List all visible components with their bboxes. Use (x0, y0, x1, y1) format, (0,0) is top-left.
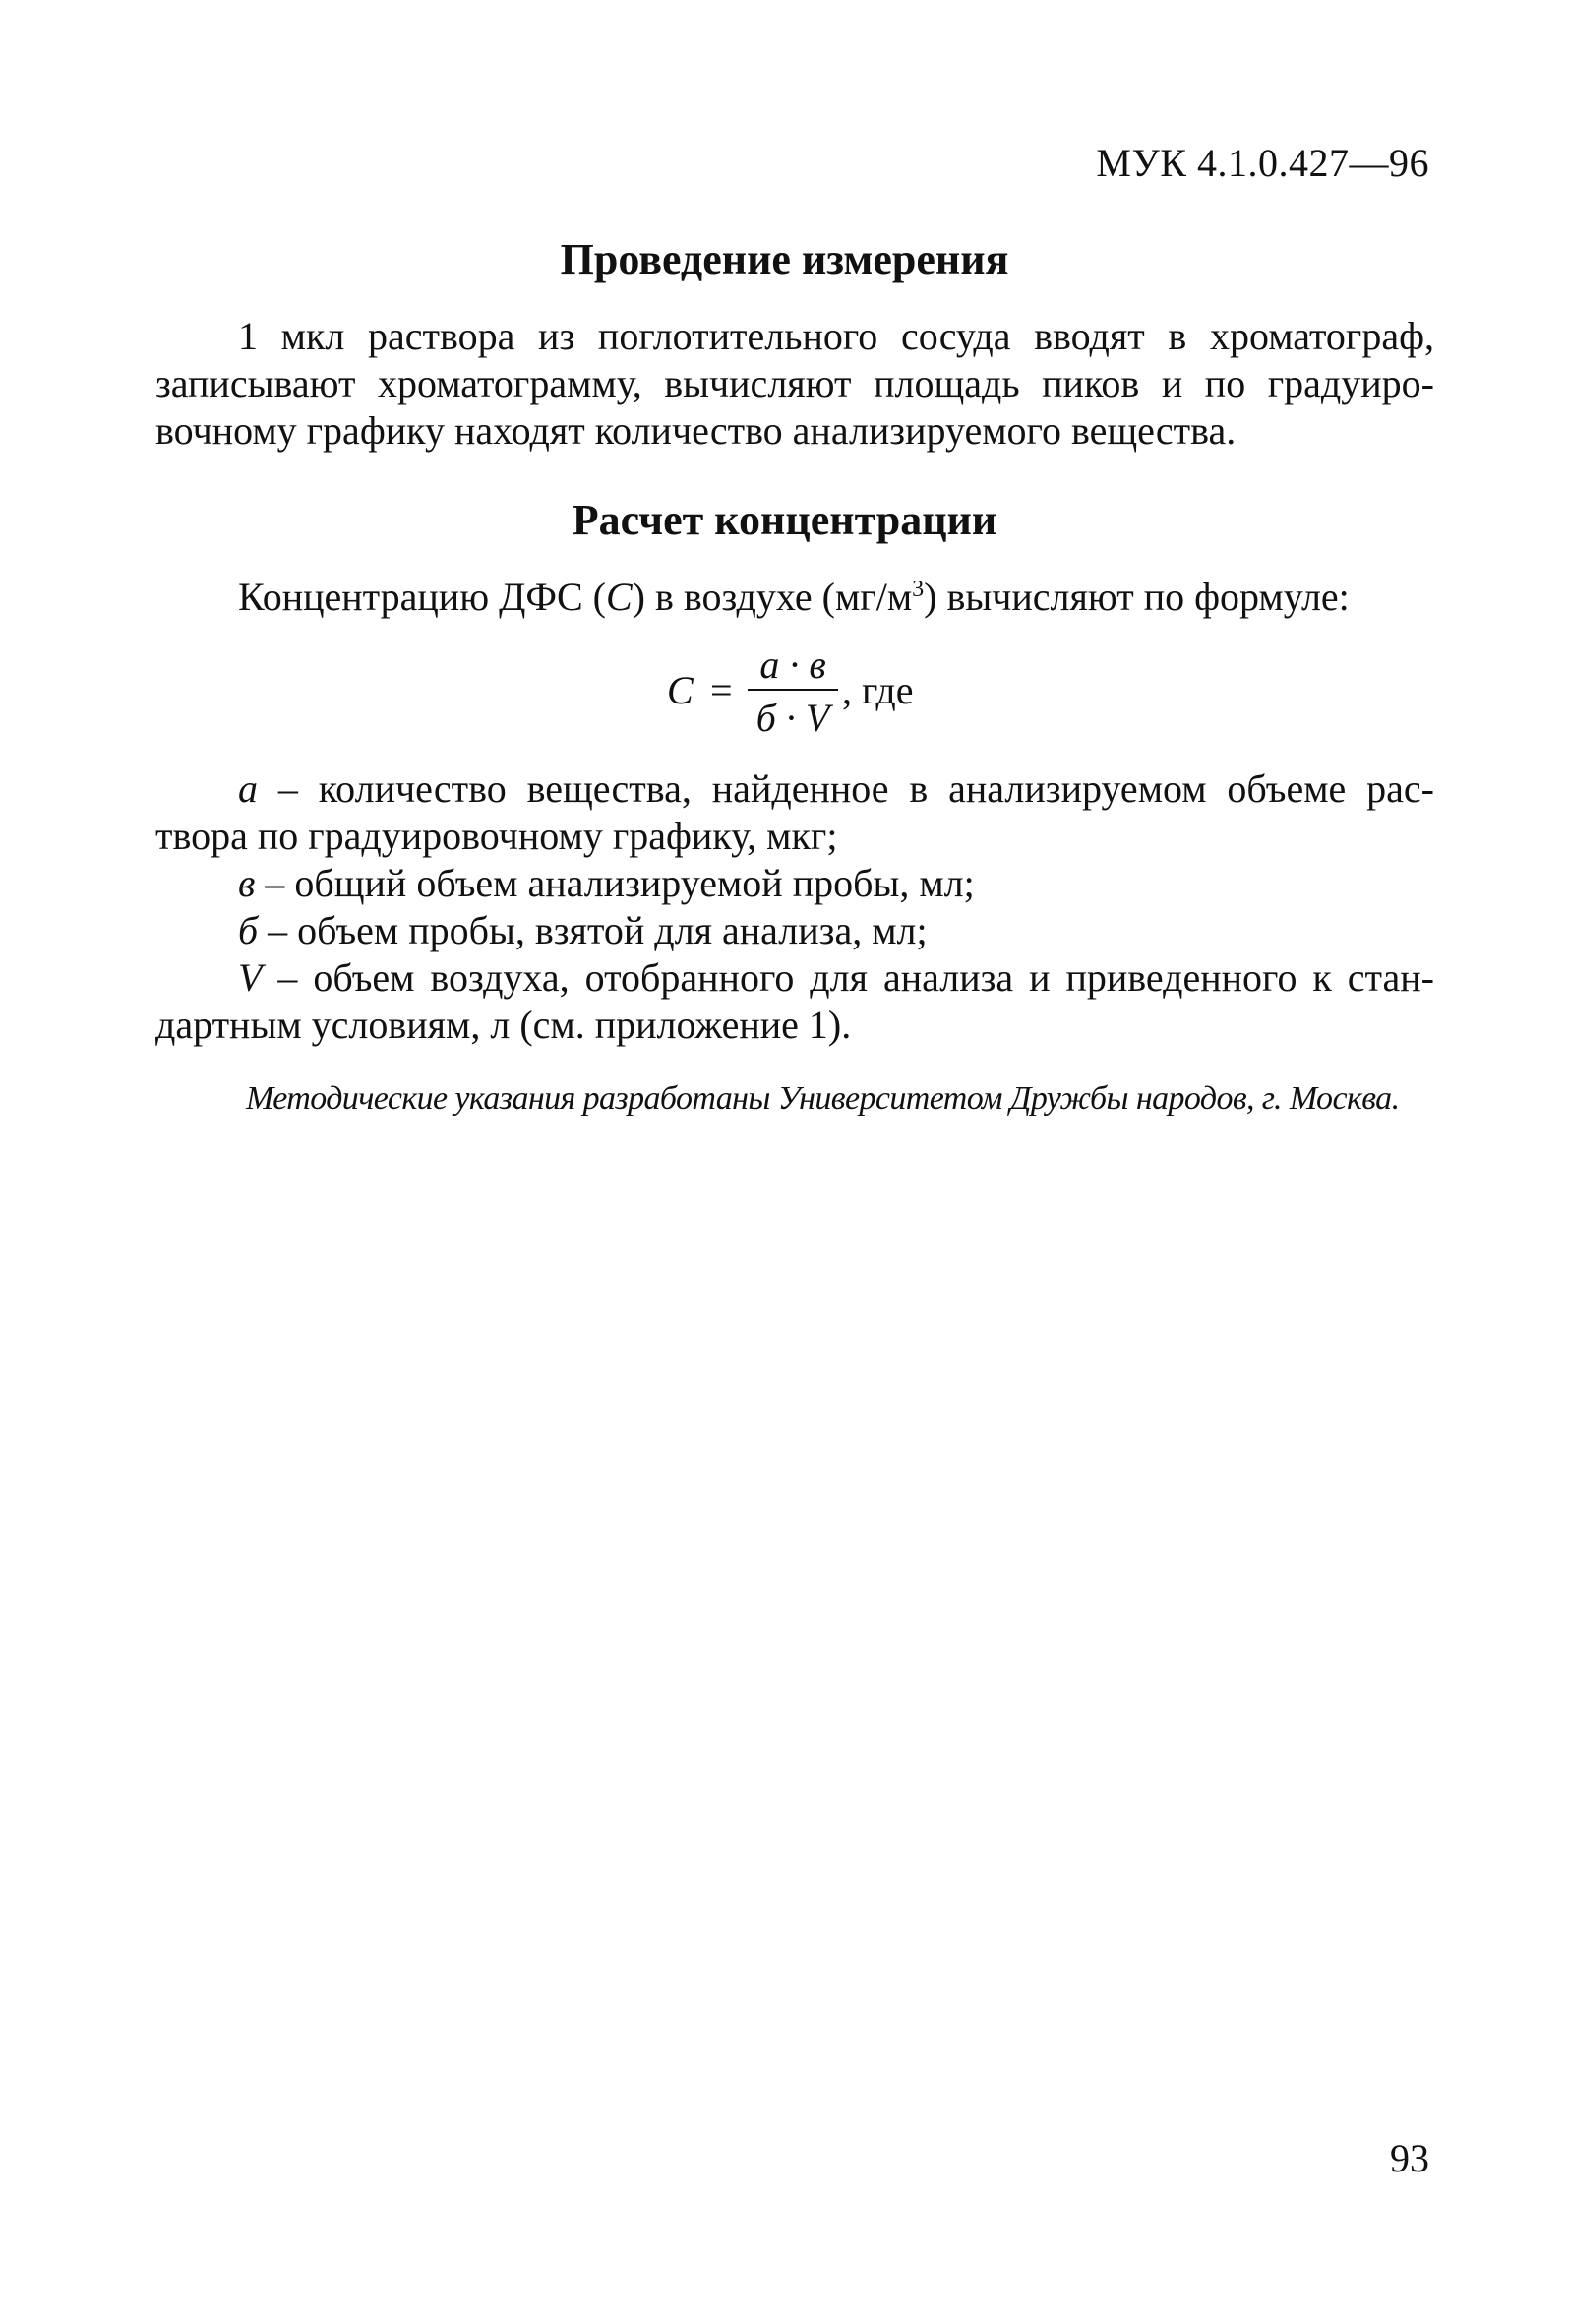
definition-text: – объем пробы, взятой для анализа, мл; (268, 908, 928, 952)
definition-line (155, 860, 1434, 907)
definition-b (155, 907, 1434, 954)
paragraph-line: 1 мкл раствора из поглотительного сосуда вводят в хроматограф, (238, 314, 1434, 358)
definition-text: – общий объем анализируемой пробы, мл; (265, 861, 975, 905)
fraction-bar (748, 689, 838, 691)
formula-lhs: С (667, 668, 694, 712)
intro-symbol: С (605, 575, 633, 619)
paragraph-line: записывают хроматограмму, вычисляют площадь пиков и по градуиро- (155, 361, 1434, 405)
definition-line: дартным условиям, л (см. приложение 1). (155, 1003, 852, 1047)
intro-text-start: Концентрацию ДФС ( (238, 575, 606, 619)
formula-numerator: а · в (759, 642, 826, 687)
document-code: МУК 4.1.0.427—96 (1096, 141, 1429, 185)
definition-text: – количество вещества, найденное в анализируемом объеме рас- (258, 766, 1434, 811)
formula-equals: = (710, 668, 733, 712)
intro-superscript: 3 (912, 577, 925, 602)
section-heading-measurement: Проведение измерения (560, 235, 1009, 283)
definition-text: – объем воздуха, отобранного для анализа и приведенного к стан- (277, 955, 1435, 1000)
definition-symbol: в (238, 861, 256, 905)
page-number: 93 (1390, 2136, 1429, 2180)
definition-symbol: V (238, 955, 263, 1000)
definition-line (155, 954, 1434, 1002)
definition-line: твора по градуировочному графику, мкг; (155, 814, 838, 858)
measurement-paragraph (155, 313, 1434, 455)
definition-line (155, 907, 1434, 954)
authorship-note: Методические указания разработаны Университетом Дружбы народов, г. Москва. (246, 1080, 1400, 1117)
definition-a (155, 765, 1434, 860)
intro-text-end: ) вычисляют по формуле: (924, 575, 1350, 619)
definition-volume (155, 954, 1434, 1049)
formula-intro (238, 574, 1434, 620)
intro-text-middle: ) в воздухе (мг/м (632, 575, 913, 619)
definition-v (155, 860, 1434, 907)
section-heading-calculation: Расчет концентрации (572, 496, 997, 544)
formula-suffix: , где (842, 668, 914, 712)
definition-symbol: а (238, 766, 258, 811)
definition-symbol: б (238, 908, 259, 952)
concentration-formula (667, 642, 962, 750)
paragraph-line: вочному графику находят количество анализируемого вещества. (155, 408, 1237, 453)
variable-definitions (155, 765, 1434, 1049)
definition-line (155, 765, 1434, 813)
formula-denominator: б · V (755, 696, 830, 740)
